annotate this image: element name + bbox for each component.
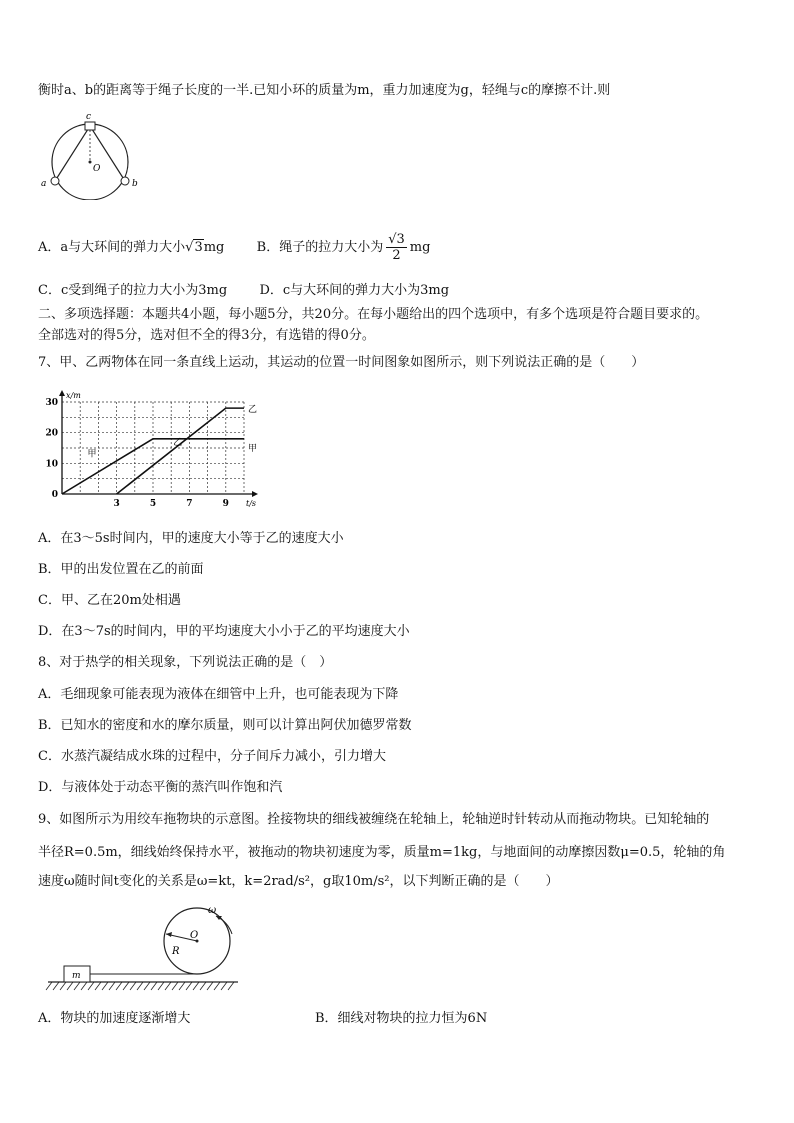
q9-stem-line1: 9、如图所示为用绞车拖物块的示意图。拴接物块的细线被缠绕在轮轴上，轮轴逆时针转动从而拖动物块。已知轮轴的 (38, 812, 710, 827)
q9-stem-line2: 半径R=0.5m，细线始终保持水平，被拖动的物块初速度为零，质量m=1kg，与地面间的动摩擦因数μ=0.5，轮轴的角 (38, 845, 726, 860)
q7-option-a[interactable]: A．在3～5s时间内，甲的速度大小等于乙的速度大小 (38, 531, 344, 546)
hatch-mark (74, 982, 80, 990)
ring-c (85, 122, 95, 130)
q6-option-d[interactable]: D．c与大环间的弹力大小为3mg (259, 283, 450, 298)
hatch-mark (214, 982, 220, 990)
label-m: m (72, 971, 81, 981)
q6-option-b[interactable]: B．绳子的拉力大小为 $\frac{√3}{2}$ mg (256, 232, 431, 263)
x-tick-label: 3 (113, 499, 120, 509)
section2-heading-line2: 全部选对的得5分，选对但不全的得3分，有选错的得0分。 (38, 328, 375, 343)
q9-stem-line3: 速度ω随时间t变化的关系是ω=kt，k=2rad/s²，g取10m/s²，以下判断正确的是（ ） (38, 874, 559, 889)
hatch-mark (88, 982, 94, 990)
y-axis-label: x/m (66, 391, 81, 400)
hatch-mark (228, 982, 234, 990)
hatch-mark (221, 982, 227, 990)
q8-stem: 8、对于热学的相关现象，下列说法正确的是（ ） (38, 655, 333, 670)
q6-option-row-cd (38, 283, 449, 299)
ring-b (121, 177, 129, 185)
ring-a (51, 177, 59, 185)
hatch-mark (109, 982, 115, 990)
q9-option-a[interactable]: A．物块的加速度逐渐增大 (38, 1011, 191, 1026)
q8-option-b[interactable]: B．已知水的密度和水的摩尔质量，则可以计算出阿伏加德罗常数 (38, 718, 412, 733)
hatch-mark (200, 982, 206, 990)
q6-option-row-ab (38, 232, 430, 263)
q7-option-d[interactable]: D．在3～7s的时间内，甲的平均速度大小小于乙的平均速度大小 (38, 624, 410, 639)
hatch-mark (102, 982, 108, 990)
q8-option-c[interactable]: C．水蒸汽凝结成水珠的过程中，分子间斥力减小，引力增大 (38, 749, 386, 764)
hatch-mark (158, 982, 164, 990)
label-b: b (132, 179, 138, 189)
x-axis-arrow (252, 491, 258, 497)
center-point (89, 161, 92, 164)
hatch-mark (81, 982, 87, 990)
sqrt-symbol: √3 (185, 240, 203, 255)
hatch-mark (46, 982, 52, 990)
intro-line: 衡时a、b的距离等于绳子长度的一半.已知小环的质量为m，重力加速度为g，轻绳与c的摩擦不计.则 (38, 83, 611, 98)
label-o: O (93, 164, 101, 174)
hatch-mark (116, 982, 122, 990)
x-axis-label: t/s (246, 499, 257, 508)
y-axis-arrow (59, 390, 65, 396)
y-tick-label: 20 (45, 428, 58, 439)
q7-stem: 7、甲、乙两物体在同一条直线上运动，其运动的位置一时间图象如图所示，则下列说法正确的是（ ） (38, 355, 645, 370)
series-end-label: 甲 (248, 443, 258, 454)
hatch-mark (172, 982, 178, 990)
hatch-mark (179, 982, 185, 990)
hatch-mark (151, 982, 157, 990)
hatch-mark (130, 982, 136, 990)
label-o: O (190, 930, 199, 941)
winch-figure (38, 900, 248, 995)
hatch-mark (123, 982, 129, 990)
hatch-mark (165, 982, 171, 990)
q8-option-d[interactable]: D．与液体处于动态平衡的蒸汽叫作饱和汽 (38, 780, 283, 795)
radius-arrowhead (166, 932, 172, 937)
q8-option-a[interactable]: A．毛细现象可能表现为液体在细管中上升，也可能表现为下降 (38, 687, 399, 702)
hatch-mark (207, 982, 213, 990)
series-line-yi (117, 408, 244, 494)
fraction: $\frac{√3}{2}$ (388, 232, 405, 263)
series-label: 乙 (173, 438, 183, 449)
ring-figure (38, 108, 148, 200)
hatch-mark (186, 982, 192, 990)
position-time-chart (38, 390, 268, 520)
label-a: a (41, 179, 47, 189)
q9-option-b[interactable]: B．细线对物块的拉力恒为6N (315, 1011, 488, 1026)
q6-option-c[interactable]: C．c受到绳子的拉力大小为3mg (38, 283, 228, 298)
label-c: c (86, 112, 92, 122)
x-tick-label: 9 (222, 499, 229, 509)
hatch-mark (144, 982, 150, 990)
series-label: 甲 (87, 449, 97, 460)
y-tick-label: 0 (51, 490, 58, 500)
label-r: R (172, 946, 180, 957)
hatch-mark (95, 982, 101, 990)
ground-hatch (46, 982, 234, 990)
hatch-mark (67, 982, 73, 990)
hatch-mark (137, 982, 143, 990)
rope-left (55, 126, 90, 181)
q7-option-b[interactable]: B．甲的出发位置在乙的前面 (38, 562, 204, 577)
series-end-label: 乙 (248, 405, 258, 416)
hatch-mark (193, 982, 199, 990)
section2-heading-line1: 二、多项选择题：本题共4小题，每小题5分，共20分。在每小题给出的四个选项中，有多个选项是符合题目要求的。 (38, 307, 709, 322)
q7-option-c[interactable]: C．甲、乙在20m处相遇 (38, 593, 181, 608)
hatch-mark (60, 982, 66, 990)
label-omega: ω (208, 905, 217, 916)
hatch-mark (53, 982, 59, 990)
q6-option-a[interactable]: A．a与大环间的弹力大小√3mg (38, 240, 225, 255)
x-tick-label: 7 (186, 499, 193, 509)
y-tick-label: 30 (45, 398, 58, 408)
y-tick-label: 10 (45, 459, 58, 470)
x-tick-label: 5 (149, 499, 157, 509)
